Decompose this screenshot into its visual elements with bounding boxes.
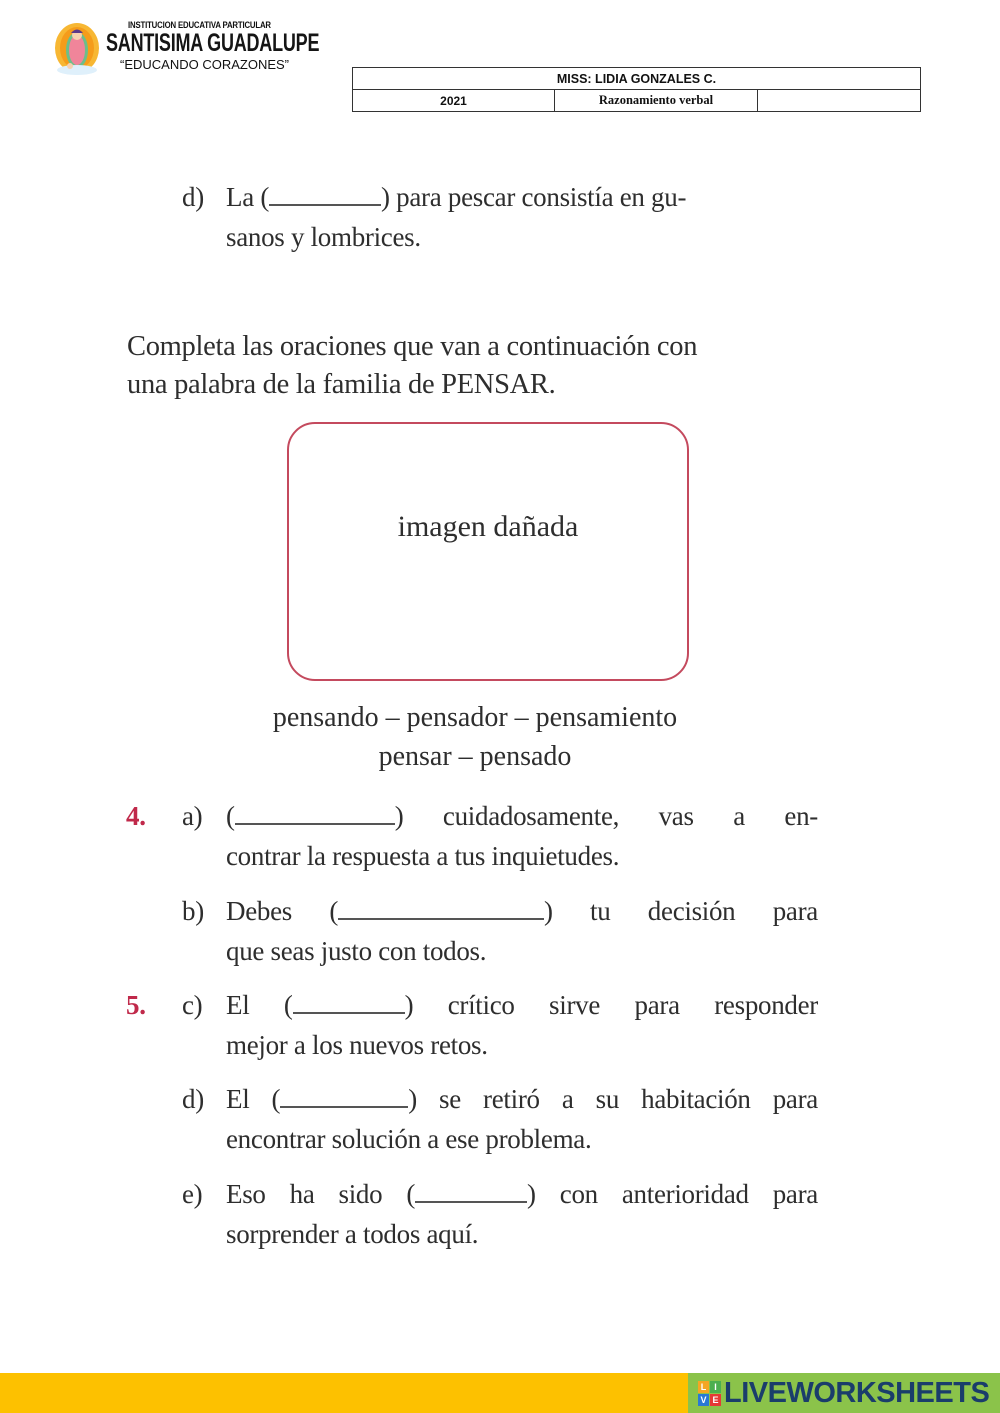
exercise-item-5e: e) Eso ha sido ( ) con anterioridad para sorprender a todos aquí. bbox=[182, 1174, 818, 1254]
exercise-number-4: 4. bbox=[126, 801, 146, 831]
subject-cell: Razonamiento verbal bbox=[555, 90, 758, 112]
item-line2: sorprender a todos aquí. bbox=[226, 1219, 479, 1249]
answer-blank-4b[interactable] bbox=[338, 902, 544, 920]
damaged-image-label: imagen dañada bbox=[397, 510, 579, 543]
answer-blank-4a[interactable] bbox=[235, 807, 395, 825]
empty-cell bbox=[758, 90, 921, 112]
school-logo bbox=[52, 20, 102, 76]
answer-blank-5e[interactable] bbox=[415, 1185, 527, 1203]
item-line2: contrar la respuesta a tus inquietudes. bbox=[226, 841, 620, 871]
answer-blank[interactable] bbox=[269, 188, 381, 206]
damaged-image-placeholder bbox=[287, 422, 689, 681]
exercise-number-5: 5. bbox=[126, 990, 146, 1020]
item-letter: d) bbox=[182, 1084, 204, 1114]
school-name: SANTISIMA GUADALUPE bbox=[106, 29, 320, 57]
word-bank-line2: pensar – pensado bbox=[378, 741, 572, 772]
exercise-item-5c: c) El ( ) crítico sirve para responder mejor a los nuevos retos. bbox=[182, 985, 818, 1065]
liveworksheets-logo-icon: L I V E bbox=[698, 1381, 721, 1406]
item-letter: a) bbox=[182, 801, 203, 831]
item-line2: que seas justo con todos. bbox=[226, 936, 487, 966]
school-identity bbox=[106, 20, 321, 72]
item-line2: encontrar solución a ese problema. bbox=[226, 1124, 592, 1154]
virgin-of-guadalupe-logo-icon bbox=[52, 20, 102, 76]
exercise-item-4b: b) Debes ( ) tu decisión para que seas justo con todos. bbox=[182, 891, 818, 971]
exercise-item-4a: a) ( ) cuidadosamente, vas a en- contrar la respuesta a tus inquietudes. bbox=[182, 796, 818, 876]
school-motto: “EDUCANDO CORAZONES” bbox=[120, 57, 290, 72]
instructions-line2: una palabra de la familia de PENSAR. bbox=[127, 369, 556, 400]
instructions bbox=[127, 328, 827, 404]
year-cell: 2021 bbox=[353, 90, 555, 112]
exercise-item-5d: d) El ( ) se retiró a su habitación para encontrar solución a ese problema. bbox=[182, 1079, 818, 1159]
worksheet-info-table bbox=[352, 67, 921, 112]
item-letter: b) bbox=[182, 896, 204, 926]
item-line2: sanos y lombrices. bbox=[226, 222, 421, 252]
item-letter: c) bbox=[182, 990, 203, 1020]
teacher-name: MISS: LIDIA GONZALES C. bbox=[353, 68, 921, 90]
instructions-line1: Completa las oraciones que van a continuación con bbox=[127, 331, 698, 362]
answer-blank-5c[interactable] bbox=[293, 996, 405, 1014]
previous-item-d: d) La ( ) para pescar consistía en gu- sanos y lombrices. bbox=[182, 177, 742, 257]
item-letter: d) bbox=[182, 182, 204, 212]
word-bank-line1: pensando – pensador – pensamiento bbox=[272, 702, 678, 733]
school-subtitle: INSTITUCION EDUCATIVA PARTICULAR bbox=[128, 20, 271, 31]
item-letter: e) bbox=[182, 1179, 203, 1209]
footer-bar bbox=[0, 1373, 1000, 1413]
item-line2: mejor a los nuevos retos. bbox=[226, 1030, 488, 1060]
liveworksheets-brand: LIVEWORKSHEETS bbox=[724, 1376, 990, 1409]
liveworksheets-badge[interactable] bbox=[688, 1373, 1000, 1413]
answer-blank-5d[interactable] bbox=[280, 1090, 408, 1108]
